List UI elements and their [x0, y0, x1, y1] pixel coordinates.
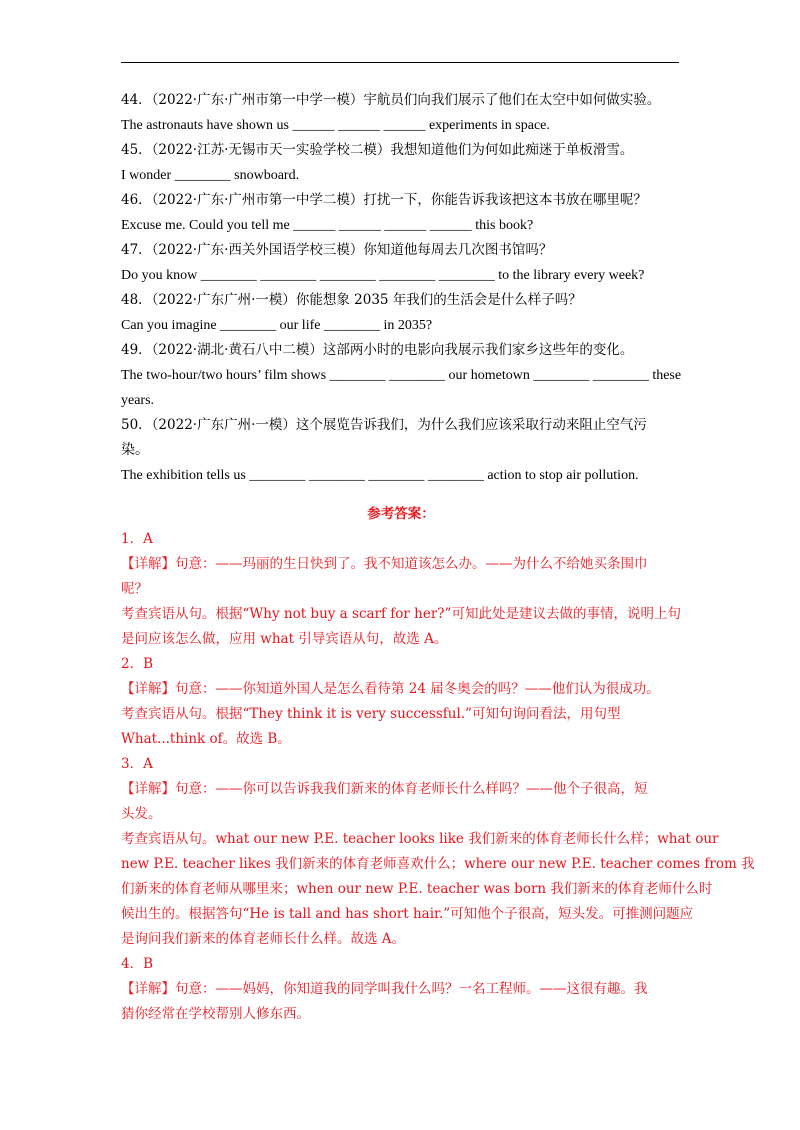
answer-explanation-line: 【详解】句意：——你知道外国人是怎么看待第 24 届冬奥会的吗？——他们认为很成功。	[121, 681, 660, 697]
document-body	[121, 88, 755, 1027]
question-answer-line: years.	[121, 393, 155, 408]
question-answer-line: The two-hour/two hours’ film shows ________ ________ our hometown ________ ________ these	[121, 368, 682, 383]
question-prompt: 49．（2022·湖北·黄石八中二模）这部两小时的电影向我展示我们家乡这些年的变化。	[121, 342, 634, 358]
question-item	[121, 413, 681, 488]
answer-item	[121, 652, 681, 752]
answer-explanation-line: 是询问我们新来的体育老师长什么样。故选 A。	[121, 931, 406, 947]
question-item	[121, 338, 681, 413]
answer-explanation-line: 考查宾语从句。根据“Why not buy a scarf for her?”可知此处是建议去做的事情，说明上句	[121, 606, 681, 622]
question-prompt: 50．（2022·广东广州·一模）这个展览告诉我们，为什么我们应该采取行动来阻止空气污	[121, 417, 647, 433]
answer-number: 2．B	[121, 656, 154, 672]
question-answer-line: The astronauts have shown us ______ ______ ______ experiments in space.	[121, 118, 550, 133]
answer-explanation-line: 是问应该怎么做，应用 what 引导宾语从句，故选 A。	[121, 631, 448, 647]
answer-explanation-line: 考查宾语从句。根据“They think it is very successful.”可知句询问看法，用句型	[121, 706, 621, 722]
question-item	[121, 188, 681, 238]
answer-number: 3．A	[121, 756, 153, 772]
question-prompt: 45．（2022·江苏·无锡市天一实验学校二模）我想知道他们为何如此痴迷于单板滑雪。	[121, 142, 634, 158]
answer-explanation-line: 【详解】句意：——你可以告诉我我们新来的体育老师长什么样吗？——他个子很高，短	[121, 781, 648, 797]
answer-number: 1．A	[121, 531, 153, 547]
question-answer-line: 染。	[121, 443, 149, 458]
answer-explanation-line: What...think of。故选 B。	[121, 731, 291, 747]
answer-item	[121, 952, 681, 1027]
question-list	[121, 88, 681, 488]
answer-item	[121, 527, 681, 652]
header-rule	[121, 62, 679, 63]
answer-explanation-line: 【详解】句意：——玛丽的生日快到了。我不知道该怎么办。——为什么不给她买条围巾	[121, 556, 648, 572]
question-item	[121, 138, 681, 188]
question-prompt: 44．（2022·广东·广州市第一中学一模）宇航员们向我们展示了他们在太空中如何做实验。	[121, 92, 661, 108]
question-answer-line: Excuse me. Could you tell me ______ ______ ______ ______ this book?	[121, 218, 534, 233]
question-item	[121, 88, 681, 138]
answer-list	[121, 527, 755, 1027]
answer-number: 4．B	[121, 956, 154, 972]
question-answer-line: I wonder ________ snowboard.	[121, 168, 300, 183]
answer-explanation-line: 考查宾语从句。what our new P.E. teacher looks like 我们新来的体育老师长什么样；what our	[121, 831, 719, 847]
answer-explanation-line: 们新来的体育老师从哪里来；when our new P.E. teacher was born 我们新来的体育老师什么时	[121, 881, 713, 897]
answer-explanation-line: 头发。	[121, 806, 162, 822]
answer-item	[121, 752, 755, 952]
answer-explanation-line: new P.E. teacher likes 我们新来的体育老师喜欢什么；where our new P.E. teacher comes from 我	[121, 856, 755, 872]
question-answer-line: Can you imagine ________ our life ________ in 2035?	[121, 318, 433, 333]
answer-explanation-line: 【详解】句意：——妈妈，你知道我的同学叫我什么吗？一名工程师。——这很有趣。我	[121, 981, 648, 997]
question-item	[121, 238, 681, 288]
question-prompt: 48．（2022·广东广州·一模）你能想象 2035 年我们的生活会是什么样子吗？	[121, 292, 582, 308]
answer-explanation-line: 呢？	[121, 581, 148, 597]
question-item	[121, 288, 681, 338]
question-prompt: 47．（2022·广东·西关外国语学校三模）你知道他每周去几次图书馆吗？	[121, 242, 553, 258]
answers-title: 参考答案：	[367, 506, 435, 522]
question-prompt: 46．（2022·广东·广州市第一中学二模）打扰一下，你能告诉我该把这本书放在哪里呢？	[121, 192, 647, 208]
answer-explanation-line: 候出生的。根据答句“He is tall and has short hair.”可知他个子很高，短头发。可推测问题应	[121, 906, 694, 922]
answer-explanation-line: 猜你经常在学校帮别人修东西。	[121, 1006, 310, 1022]
question-answer-line: Do you know ________ ________ ________ ________ ________ to the library every week?	[121, 268, 645, 283]
question-answer-line: The exhibition tells us ________ ________ ________ ________ action to stop air pollution.	[121, 468, 639, 483]
